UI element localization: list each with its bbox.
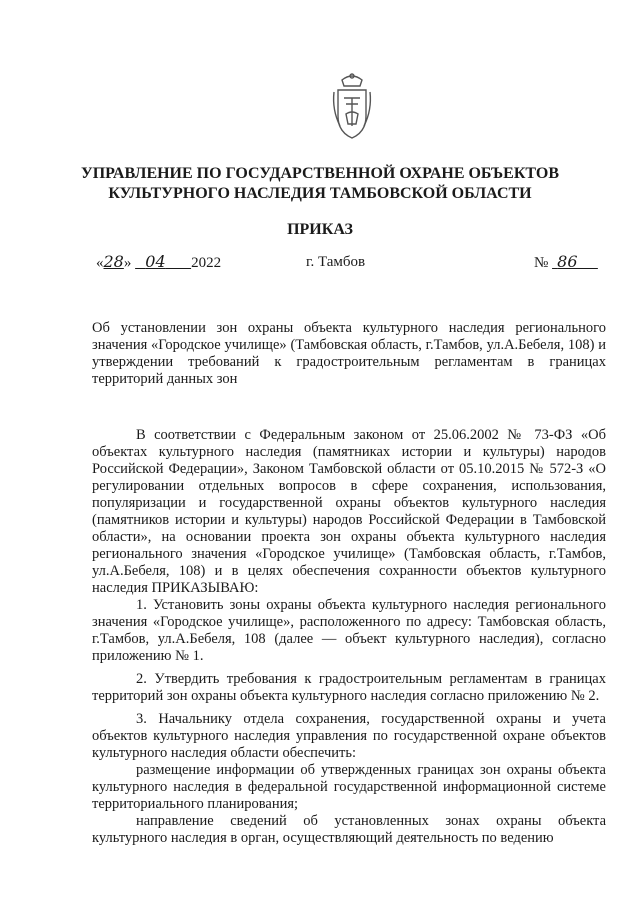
document-date bbox=[96, 252, 221, 272]
preamble-paragraph: В соответствии с Федеральным законом от 25.06.2002 № 73-ФЗ «Об объектах культурного наследия (памятниках истории и культуры) народов Российской Федерации», Законом Тамбовской области от 05.10.2015 № 572-З «О регулировании отдельных вопросов в сфере сохранения, использования, популяризации и государственной охраны объектов культурного наследия (памятников истории и культуры) народов Российской Федерации в Тамбовской области», на основании проекта зон охраны объекта культурного наследия регионального значения «Городское училище» (Тамбовская область, г.Тамбов, ул.А.Бебеля, 108) и в целях обеспечения сохранности объектов культурного наследия ПРИКАЗЫВАЮ: bbox=[92, 427, 606, 596]
date-month: 04 bbox=[145, 252, 166, 271]
coat-of-arms-icon bbox=[330, 70, 374, 142]
document-subject: Об установлении зон охраны объекта культурного наследия регионального значения «Городское училище» (Тамбовская область, г.Тамбов, ул.А.Бебеля, 108) и утверждении требований к градостроительным регламентам в границах территорий данных зон bbox=[92, 320, 606, 387]
order-item-3: 3. Начальнику отдела сохранения, государственной охраны и учета объектов культурного наследия управления по государственной охране объектов культурного наследия области обеспечить: bbox=[92, 711, 606, 761]
document-city: г. Тамбов bbox=[306, 254, 366, 270]
order-item-1: 1. Установить зоны охраны объекта культурного наследия регионального значения «Городское училище», расположенного по адресу: Тамбовская область, г.Тамбов, ул.А.Бебеля, 108 (далее — объект культурного наследия), согласно приложению № 1. bbox=[92, 597, 606, 664]
date-close-quote: » bbox=[123, 255, 132, 271]
number-prefix: № bbox=[534, 255, 549, 271]
document-title: ПРИКАЗ bbox=[287, 221, 353, 238]
org-line-2: КУЛЬТУРНОГО НАСЛЕДИЯ ТАМБОВСКОЙ ОБЛАСТИ bbox=[108, 185, 532, 202]
document-body bbox=[92, 427, 606, 847]
date-day: 28 bbox=[103, 252, 124, 271]
order-subitem-1: размещение информации об утвержденных границах зон охраны объекта культурного наследия в федеральной государственной информационной системе территориального планирования; bbox=[92, 762, 606, 812]
order-subitem-2: направление сведений об установленных зонах охраны объекта культурного наследия в орган, осуществляющий деятельность по ведению bbox=[92, 813, 606, 846]
document-number bbox=[534, 252, 598, 272]
order-item-2: 2. Утвердить требования к градостроительным регламентам в границах территорий зон охраны объекта культурного наследия согласно приложению № 2. bbox=[92, 671, 606, 704]
number-value: 86 bbox=[557, 252, 578, 271]
date-open-quote: « bbox=[96, 255, 104, 271]
date-year: 2022 bbox=[191, 255, 222, 271]
organization-name bbox=[0, 164, 640, 204]
org-line-1: УПРАВЛЕНИЕ ПО ГОСУДАРСТВЕННОЙ ОХРАНЕ ОБЪЕКТОВ bbox=[80, 165, 559, 182]
